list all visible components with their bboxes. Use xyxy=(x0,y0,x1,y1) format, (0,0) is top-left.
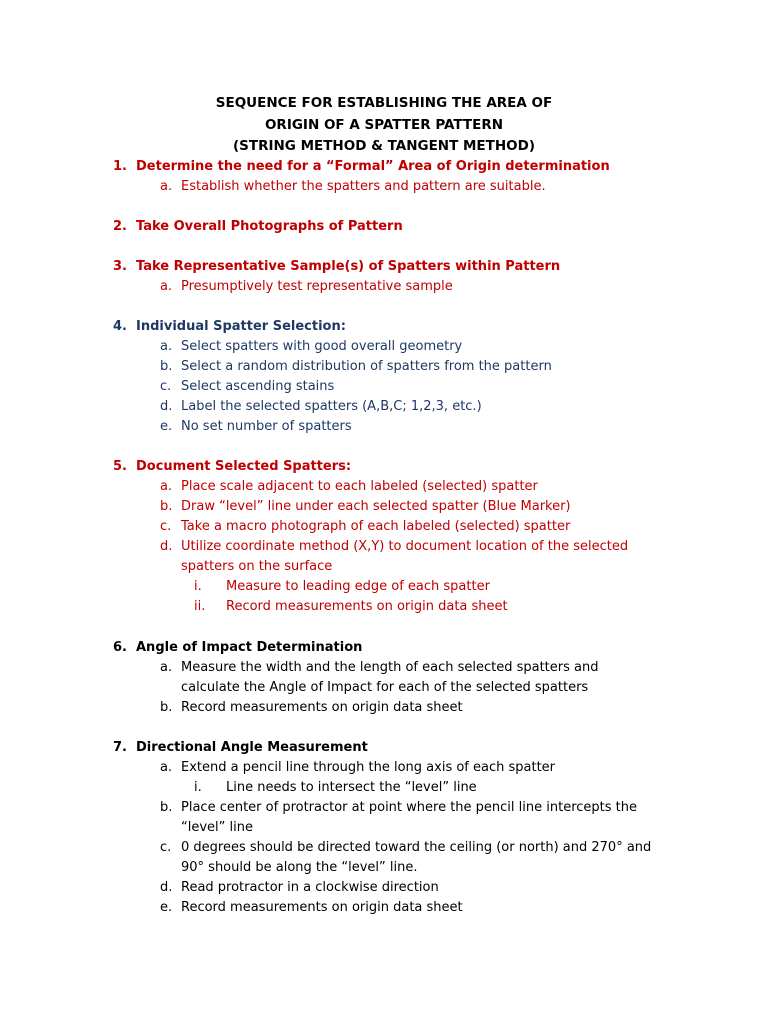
item-text: Select ascending stains xyxy=(181,379,335,394)
item-text: Presumptively test representative sample xyxy=(181,279,453,294)
section-number: 2. xyxy=(113,219,127,234)
section-heading: Determine the need for a “Formal” Area of Origin determination xyxy=(136,159,610,174)
section-heading: Take Representative Sample(s) of Spatters within Pattern xyxy=(136,259,561,274)
item-text-continued: calculate the Angle of Impact for each of the selected spatters xyxy=(181,680,589,695)
item-label: a. xyxy=(160,339,173,354)
item-text: Select spatters with good overall geometry xyxy=(181,339,463,354)
item-text: Read protractor in a clockwise direction xyxy=(181,880,439,895)
section-heading: Document Selected Spatters: xyxy=(136,459,352,474)
item-label: e. xyxy=(160,419,173,434)
item-text: Establish whether the spatters and pattern are suitable. xyxy=(181,179,546,194)
item-text: No set number of spatters xyxy=(181,419,352,434)
item-label: a. xyxy=(160,760,173,775)
subitem-label: ii. xyxy=(194,599,206,614)
item-label: d. xyxy=(160,880,173,895)
item-text-continued: “level” line xyxy=(181,820,253,835)
section-heading: Individual Spatter Selection: xyxy=(136,319,346,334)
section-number: 3. xyxy=(113,259,127,274)
item-text: Extend a pencil line through the long axis of each spatter xyxy=(181,760,556,775)
item-text-continued: 90° should be along the “level” line. xyxy=(181,860,418,875)
section-number: 7. xyxy=(113,740,127,755)
item-label: a. xyxy=(160,279,173,294)
title-line-1: SEQUENCE FOR ESTABLISHING THE AREA OF xyxy=(215,95,553,111)
subitem-label: i. xyxy=(194,579,202,594)
section-number: 1. xyxy=(113,159,127,174)
section-number: 4. xyxy=(113,319,127,334)
item-label: a. xyxy=(160,179,173,194)
section-number: 5. xyxy=(113,459,127,474)
subitem-label: i. xyxy=(194,780,202,795)
item-text: Record measurements on origin data sheet xyxy=(181,900,463,915)
section-heading: Directional Angle Measurement xyxy=(136,740,368,755)
section-heading: Angle of Impact Determination xyxy=(136,640,363,655)
item-label: b. xyxy=(160,499,173,514)
item-text: Select a random distribution of spatters from the pattern xyxy=(181,359,552,374)
item-label: d. xyxy=(160,399,173,414)
section-heading: Take Overall Photographs of Pattern xyxy=(136,219,403,234)
item-text: Utilize coordinate method (X,Y) to document location of the selected xyxy=(181,539,629,554)
item-text-continued: spatters on the surface xyxy=(181,559,333,574)
item-text: Draw “level” line under each selected spatter (Blue Marker) xyxy=(181,499,571,514)
item-text: Label the selected spatters (A,B,C; 1,2,3, etc.) xyxy=(181,399,482,414)
item-text: Place scale adjacent to each labeled (selected) spatter xyxy=(181,479,538,494)
item-label: e. xyxy=(160,900,173,915)
item-text: 0 degrees should be directed toward the ceiling (or north) and 270° and xyxy=(181,840,652,855)
item-text: Record measurements on origin data sheet xyxy=(181,700,463,715)
item-label: b. xyxy=(160,700,173,715)
item-text: Measure the width and the length of each selected spatters and xyxy=(181,660,599,675)
item-label: a. xyxy=(160,660,173,675)
title-line-2: ORIGIN OF A SPATTER PATTERN xyxy=(264,117,504,133)
item-label: a. xyxy=(160,479,173,494)
item-label: d. xyxy=(160,539,173,554)
item-label: c. xyxy=(160,379,172,394)
subitem-text: Measure to leading edge of each spatter xyxy=(226,579,490,594)
item-text: Place center of protractor at point where the pencil line intercepts the xyxy=(181,800,637,815)
title-line-3: (STRING METHOD & TANGENT METHOD) xyxy=(232,138,536,154)
subitem-text: Line needs to intersect the “level” line xyxy=(226,780,477,795)
section-number: 6. xyxy=(113,640,127,655)
subitem-text: Record measurements on origin data sheet xyxy=(226,599,508,614)
item-label: b. xyxy=(160,800,173,815)
item-label: c. xyxy=(160,840,172,855)
item-text: Take a macro photograph of each labeled (selected) spatter xyxy=(181,519,571,534)
item-label: b. xyxy=(160,359,173,374)
item-label: c. xyxy=(160,519,172,534)
